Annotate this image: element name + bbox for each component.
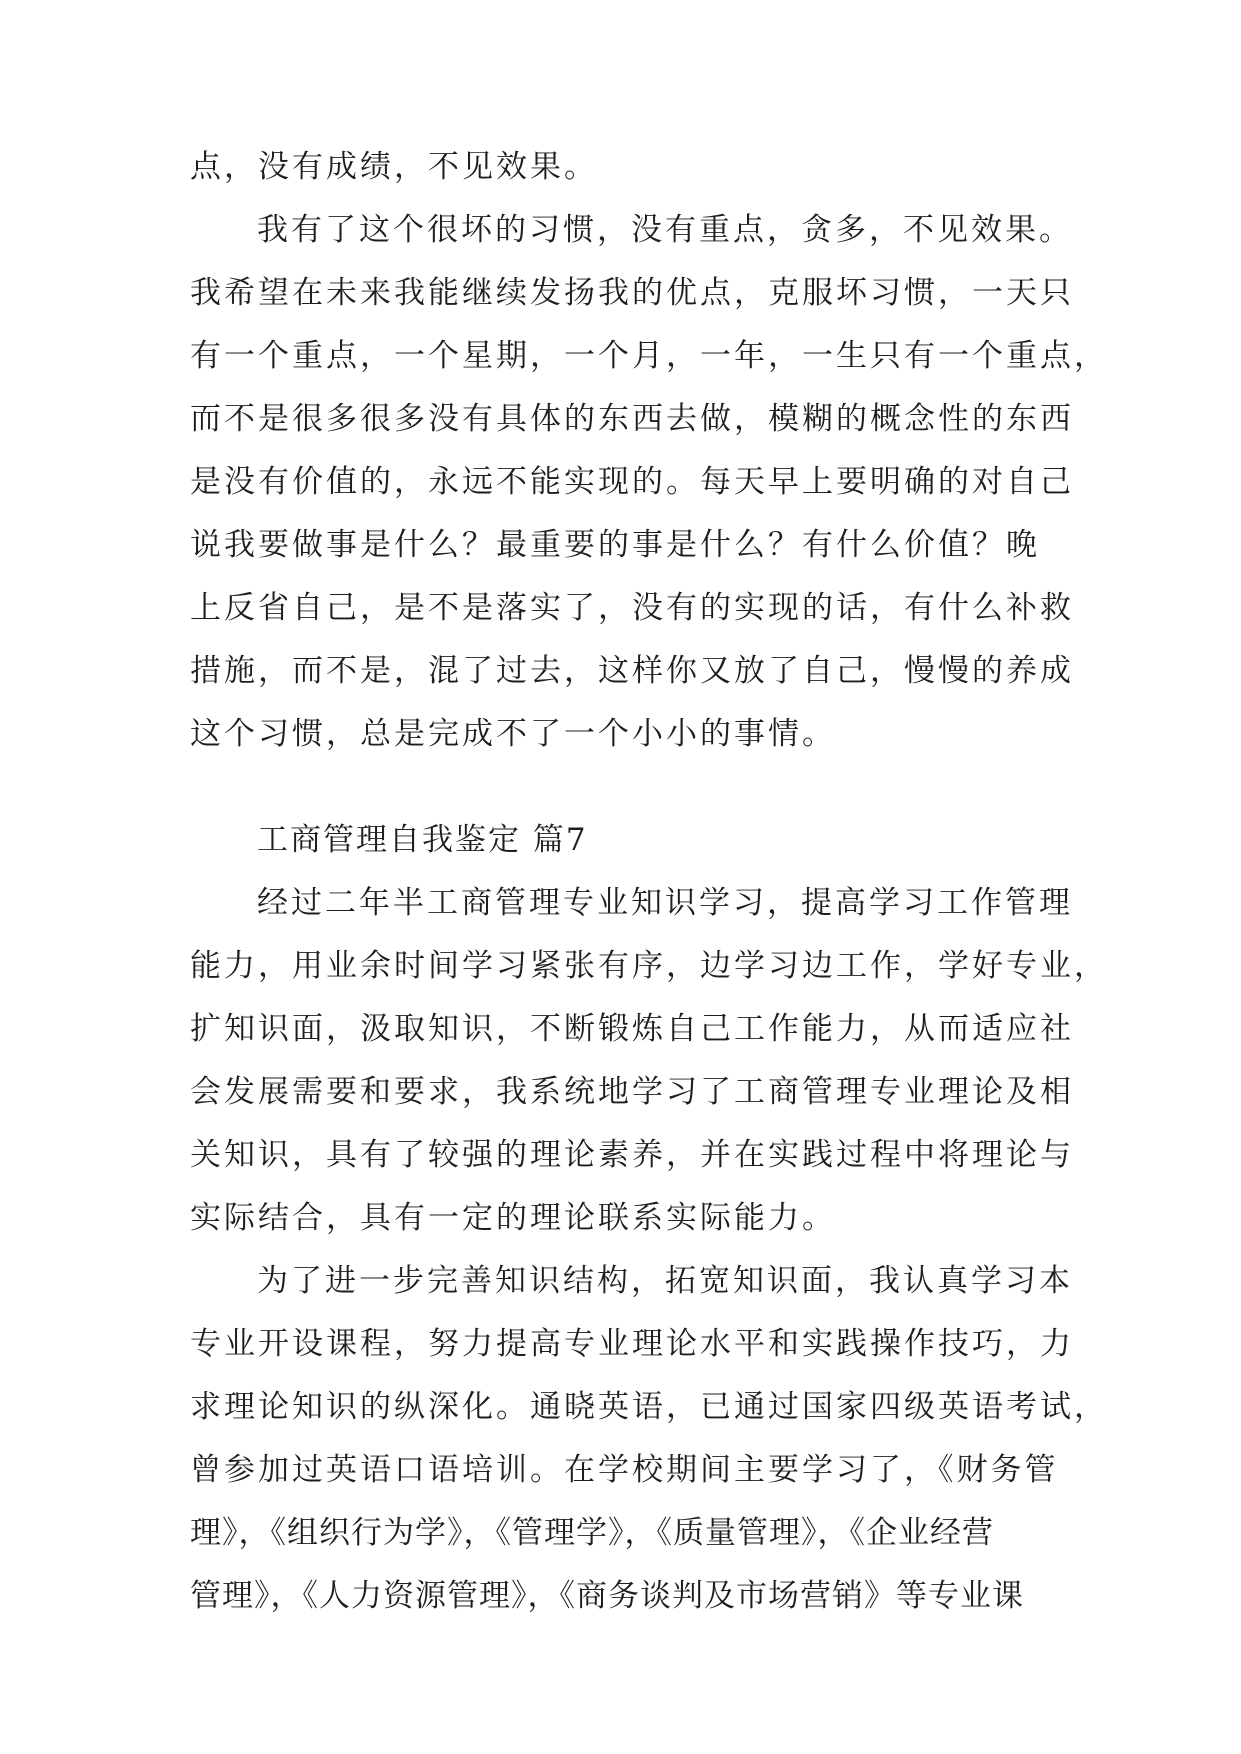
text-line: 实际结合，具有一定的理论联系实际能力。 xyxy=(190,1200,836,1236)
section-heading: 工商管理自我鉴定 篇7 xyxy=(257,822,588,858)
text-line: 管理》，《人力资源管理》，《商务谈判及市场营销》等专业课 xyxy=(190,1578,1024,1614)
text-line: 是没有价值的，永远不能实现的。每天早上要明确的对自己 xyxy=(190,464,1074,500)
text-line: 措施，而不是，混了过去，这样你又放了自己，慢慢的养成 xyxy=(190,653,1074,689)
text-line: 会发展需要和要求，我系统地学习了工商管理专业理论及相 xyxy=(190,1074,1074,1110)
text-line: 理》，《组织行为学》，《管理学》，《质量管理》，《企业经营 xyxy=(190,1515,994,1551)
text-line: 关知识，具有了较强的理论素养，并在实践过程中将理论与 xyxy=(190,1137,1074,1173)
text-line: 上反省自己，是不是落实了，没有的实现的话，有什么补救 xyxy=(190,590,1074,626)
text-line: 曾参加过英语口语培训。在学校期间主要学习了，《财务管 xyxy=(190,1452,1059,1488)
paragraph-start-line: 经过二年半工商管理专业知识学习，提高学习工作管理 xyxy=(257,885,1073,921)
paragraph-start-line: 为了进一步完善知识结构，拓宽知识面，我认真学习本 xyxy=(257,1263,1073,1299)
text-line: 有一个重点，一个星期，一个月，一年，一生只有一个重点， xyxy=(190,338,1108,374)
text-line: 扩知识面，汲取知识，不断锻炼自己工作能力，从而适应社 xyxy=(190,1011,1074,1047)
text-line: 这个习惯，总是完成不了一个小小的事情。 xyxy=(190,716,836,752)
text-line: 而不是很多很多没有具体的东西去做，模糊的概念性的东西 xyxy=(190,401,1074,437)
text-line: 我希望在未来我能继续发扬我的优点，克服坏习惯，一天只 xyxy=(190,275,1074,311)
text-line: 能力，用业余时间学习紧张有序，边学习边工作，学好专业， xyxy=(190,948,1108,984)
text-line: 点，没有成绩，不见效果。 xyxy=(190,149,598,185)
paragraph-start-line: 我有了这个很坏的习惯，没有重点，贪多，不见效果。 xyxy=(257,212,1073,248)
text-line: 说我要做事是什么？最重要的事是什么？有什么价值？晚 xyxy=(190,527,1040,563)
text-line: 专业开设课程，努力提高专业理论水平和实践操作技巧，力 xyxy=(190,1326,1074,1362)
text-line: 求理论知识的纵深化。通晓英语，已通过国家四级英语考试， xyxy=(190,1389,1108,1425)
